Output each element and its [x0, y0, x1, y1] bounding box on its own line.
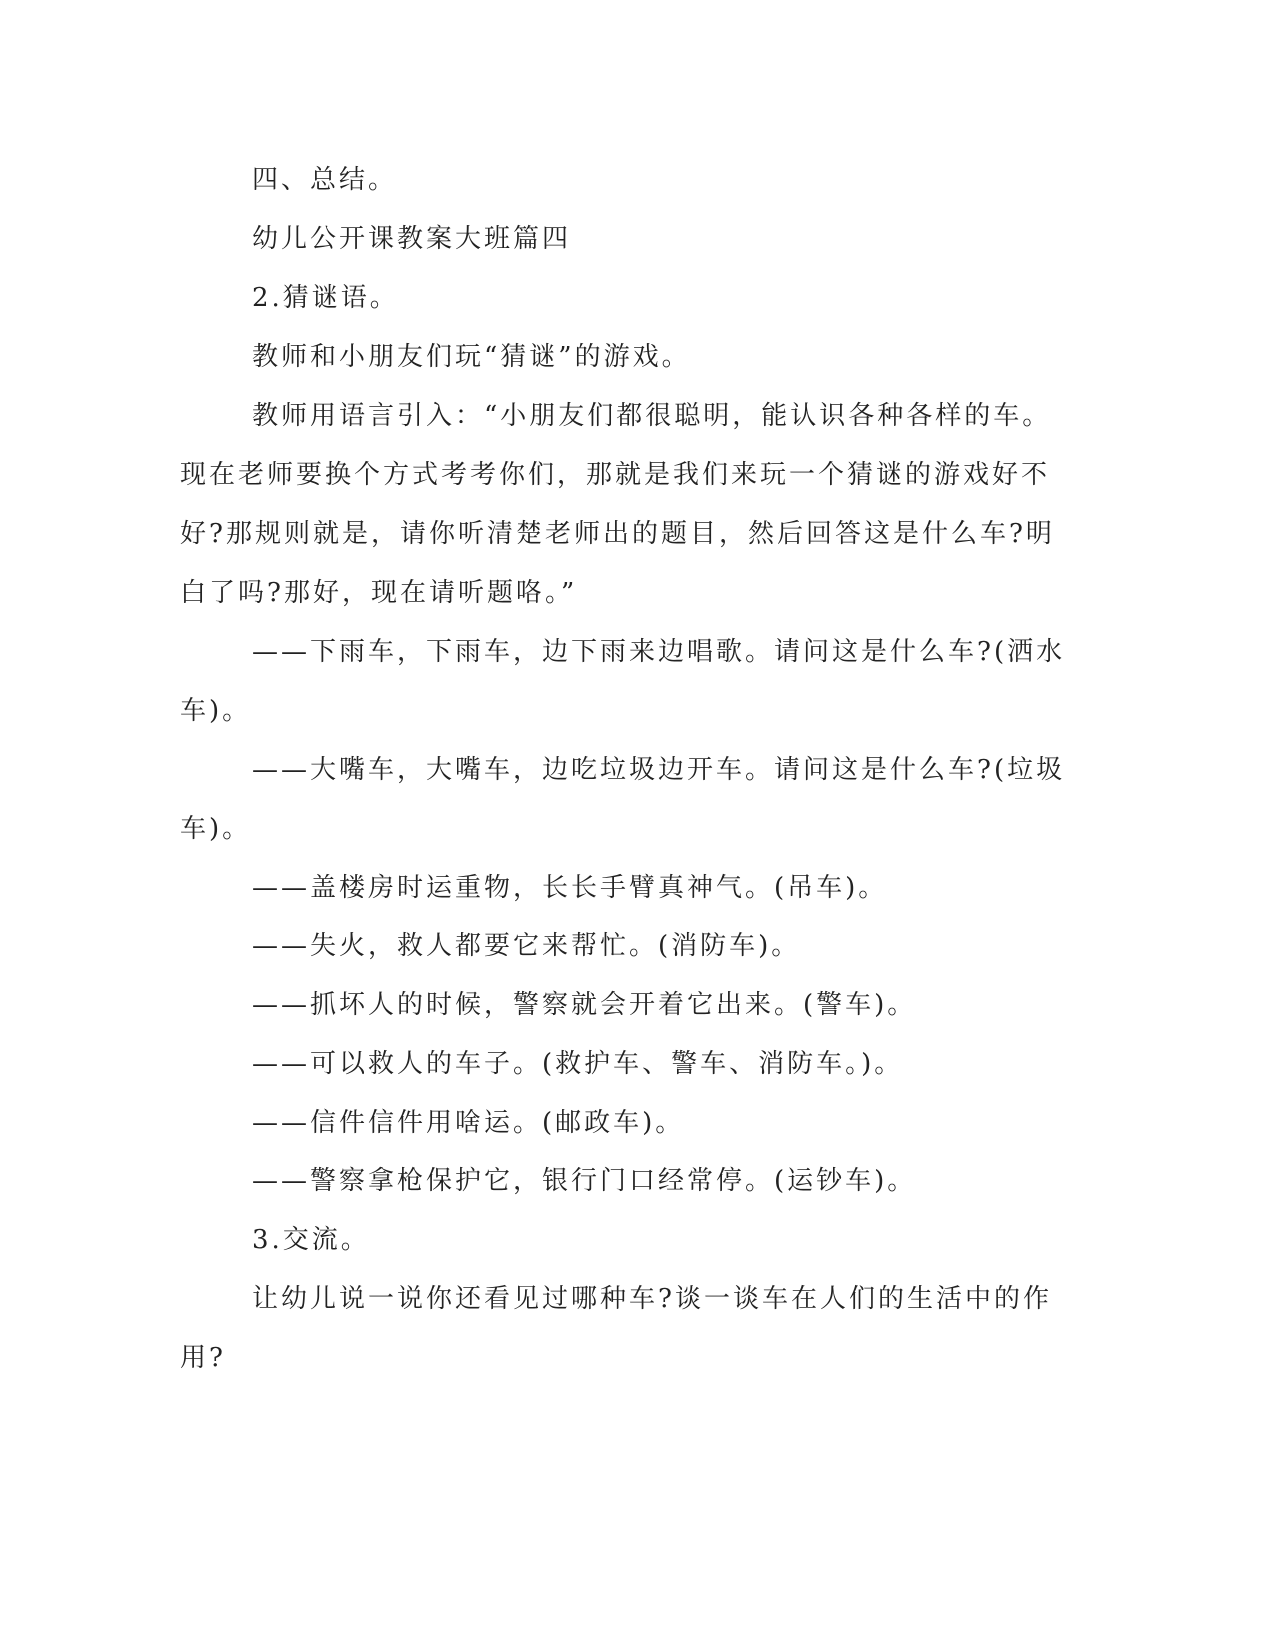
riddle-line: ——警察拿枪保护它，银行门口经常停。(运钞车)。: [252, 1166, 917, 1196]
paragraph-line: 用?: [180, 1343, 226, 1373]
paragraph-line: 教师和小朋友们玩“猜谜”的游戏。: [252, 342, 691, 372]
riddle-line: ——可以救人的车子。(救护车、警车、消防车。)。: [252, 1049, 904, 1079]
riddle-line: ——失火，救人都要它来帮忙。(消防车)。: [252, 931, 801, 961]
paragraph-line: 让幼儿说一说你还看见过哪种车?谈一谈车在人们的生活中的作: [252, 1284, 1052, 1314]
step-heading-discussion: 3.交流。: [252, 1225, 370, 1255]
step-heading-riddles: 2.猜谜语。: [252, 283, 399, 313]
riddle-line: ——下雨车，下雨车，边下雨来边唱歌。请问这是什么车?(洒水: [252, 637, 1066, 667]
riddle-line: ——大嘴车，大嘴车，边吃垃圾边开车。请问这是什么车?(垃圾: [252, 755, 1066, 785]
riddle-line: 车)。: [180, 814, 252, 844]
paragraph-line: 教师用语言引入：“小朋友们都很聪明，能认识各种各样的车。: [252, 401, 1052, 431]
paragraph-line: 好?那规则就是，请你听清楚老师出的题目，然后回答这是什么车?明: [180, 519, 1055, 549]
riddle-line: ——抓坏人的时候，警察就会开着它出来。(警车)。: [252, 990, 917, 1020]
paragraph-line: 现在老师要换个方式考考你们，那就是我们来玩一个猜谜的游戏好不: [180, 460, 1051, 490]
riddle-line: ——盖楼房时运重物，长长手臂真神气。(吊车)。: [252, 873, 888, 903]
riddle-line: ——信件信件用啥运。(邮政车)。: [252, 1108, 685, 1138]
section-heading-summary: 四、总结。: [252, 165, 398, 195]
paragraph-line: 白了吗?那好，现在请听题咯。”: [180, 578, 578, 608]
riddle-line: 车)。: [180, 696, 252, 726]
lesson-title: 幼儿公开课教案大班篇四: [252, 224, 572, 254]
